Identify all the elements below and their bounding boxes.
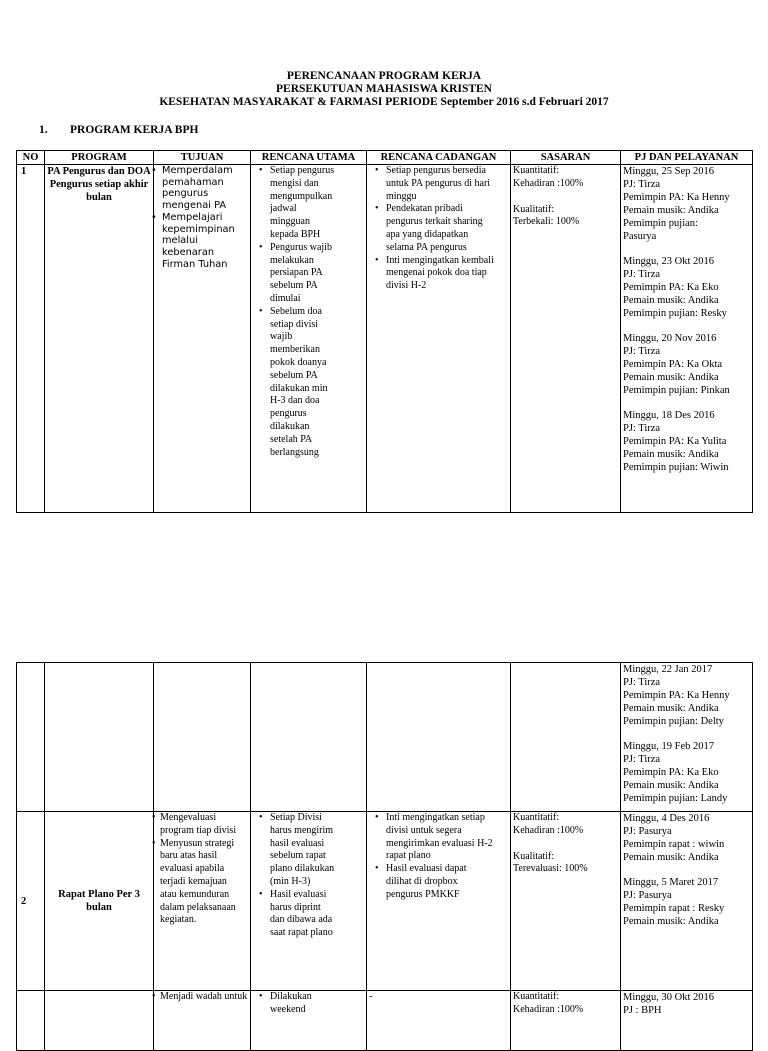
row-number: 2 <box>17 812 45 991</box>
tujuan-cell <box>154 165 251 513</box>
schedule-date: Minggu, 25 Sep 2016 <box>623 166 715 177</box>
schedule-line: Pemimpin PA: Ka Henny <box>623 690 730 701</box>
schedule-line: Pemain musik: Andika <box>623 372 719 383</box>
schedule-entry <box>623 740 750 805</box>
row-number: 1 <box>17 165 45 513</box>
rencana-cadangan-cell <box>367 165 511 513</box>
schedule-entry <box>623 876 750 928</box>
schedule-line: Pemimpin PA: Ka Henny <box>623 192 730 203</box>
schedule-date: Minggu, 22 Jan 2017 <box>623 664 713 675</box>
sasaran-value: Terevaluasi: 100% <box>513 863 588 875</box>
schedule-date: Minggu, 18 Des 2016 <box>623 410 715 421</box>
table-row <box>17 165 753 513</box>
row-number <box>17 991 45 1051</box>
schedule-line: Pemain musik: Andika <box>623 852 719 863</box>
sasaran-cell <box>511 663 621 812</box>
table-header-row <box>17 151 753 165</box>
schedule-line: Pemimpin pujian: Resky <box>623 308 727 319</box>
rencana-cadangan-cell <box>367 663 511 812</box>
schedule-line: Pemimpin pujian: Landy <box>623 793 728 804</box>
schedule-line: PJ: Tirza <box>623 423 661 434</box>
header-no: NO <box>17 151 45 165</box>
schedule-line: Pemimpin PA: Ka Eko <box>623 767 719 778</box>
sasaran-label: Kualitatif: <box>513 850 555 862</box>
sasaran-cell <box>511 165 621 513</box>
list-item: • Hasil evaluasi dapat dilihat di dropbox pengurus PMKKF <box>369 863 494 901</box>
schedule-line: PJ: Tirza <box>623 179 661 190</box>
tujuan-cell <box>154 663 251 812</box>
schedule-entry <box>623 165 750 243</box>
pj-cell <box>621 991 753 1051</box>
sasaran-value: Terbekali: 100% <box>513 216 580 228</box>
list-item: • Setiap pengurus mengisi dan mengumpulkan jadwal mingguan kepada BPH <box>253 165 336 242</box>
program-table-continued <box>16 662 753 1051</box>
pj-cell <box>621 165 753 513</box>
schedule-line: PJ: Tirza <box>623 754 661 765</box>
rencana-utama-cell <box>251 663 367 812</box>
header-pj: PJ DAN PELAYANAN <box>621 151 753 165</box>
list-item: • Hasil evaluasi harus diprint dan dibawa ada saat rapat plano <box>253 889 336 940</box>
list-item: • Dilakukan weekend <box>253 991 336 1017</box>
table-row <box>17 991 753 1051</box>
schedule-line: PJ: Tirza <box>623 269 661 280</box>
schedule-date: Minggu, 4 Des 2016 <box>623 813 710 824</box>
schedule-date: Minggu, 19 Feb 2017 <box>623 741 715 752</box>
sasaran-value: Kehadiran :100% <box>513 1003 584 1015</box>
program-name <box>45 991 154 1051</box>
schedule-line: Pemain musik: Andika <box>623 780 719 791</box>
sasaran-label: Kuantitatif: <box>513 165 560 176</box>
rencana-utama-cell <box>251 165 367 513</box>
title-line-2: PERSEKUTUAN MAHASISWA KRISTEN <box>276 83 492 95</box>
schedule-line: Pemimpin pujian: <box>623 218 698 229</box>
list-item: • Setiap pengurus bersedia untuk PA pengurus di hari minggu <box>369 165 494 203</box>
schedule-date: Minggu, 20 Nov 2016 <box>623 333 717 344</box>
table-row <box>17 812 753 991</box>
list-item: • Menjadi wadah untuk <box>150 991 248 1004</box>
schedule-line: PJ : BPH <box>623 1005 662 1016</box>
header-program: PROGRAM <box>45 151 154 165</box>
program-table <box>16 150 753 513</box>
schedule-line: Pemimpin PA: Ka Okta <box>623 359 723 370</box>
rencana-cadangan-cell: - <box>367 991 511 1051</box>
pj-cell <box>621 663 753 812</box>
header-rencana-utama: RENCANA UTAMA <box>251 151 367 165</box>
program-name: Rapat Plano Per 3 bulan <box>45 812 154 991</box>
pj-cell <box>621 812 753 991</box>
rencana-utama-cell <box>251 812 367 991</box>
list-item: • Setiap Divisi harus mengirim hasil evaluasi sebelum rapat plano dilakukan (min H-3) <box>253 812 336 889</box>
list-item: • Mengevaluasi program tiap divisi <box>150 812 246 838</box>
schedule-line: Pemain musik: Andika <box>623 295 719 306</box>
rencana-cadangan-cell <box>367 812 511 991</box>
schedule-date: Minggu, 5 Maret 2017 <box>623 877 719 888</box>
schedule-line: PJ: Tirza <box>623 677 661 688</box>
tujuan-cell <box>154 812 251 991</box>
program-name <box>45 663 154 812</box>
title-line-1: PERENCANAAN PROGRAM KERJA <box>286 70 482 82</box>
section-label: PROGRAM KERJA BPH <box>70 124 199 136</box>
schedule-line: Pemimpin PA: Ka Eko <box>623 282 719 293</box>
list-item: • Pengurus wajib melakukan persiapan PA sebelum PA dimulai <box>253 242 336 306</box>
tujuan-cell <box>154 991 251 1051</box>
header-rencana-cadangan: RENCANA CADANGAN <box>367 151 511 165</box>
schedule-date: Minggu, 23 Okt 2016 <box>623 256 715 267</box>
sasaran-label: Kuantitatif: <box>513 812 560 823</box>
schedule-line: PJ: Tirza <box>623 346 661 357</box>
sasaran-label: Kualitatif: <box>513 203 555 215</box>
sasaran-cell <box>511 812 621 991</box>
list-item: • Memperdalam pemahaman pengurus mengenai PA <box>152 165 248 212</box>
program-name: PA Pengurus dan DOA Pengurus setiap akhir bulan <box>45 165 154 513</box>
schedule-entry <box>623 255 750 320</box>
schedule-line: Pemimpin rapat : Resky <box>623 903 725 914</box>
schedule-line: Pemimpin rapat : wiwin <box>623 839 725 850</box>
schedule-line: Pasurya <box>623 231 657 242</box>
sasaran-label: Kuantitatif: <box>513 991 560 1002</box>
header-tujuan: TUJUAN <box>154 151 251 165</box>
schedule-line: PJ: Pasurya <box>623 826 672 837</box>
sasaran-cell <box>511 991 621 1051</box>
schedule-entry <box>623 812 750 864</box>
schedule-entry <box>623 663 750 728</box>
schedule-entry <box>623 332 750 397</box>
header-sasaran: SASARAN <box>511 151 621 165</box>
sasaran-value: Kehadiran :100% <box>513 824 584 836</box>
section-heading <box>39 124 198 136</box>
schedule-line: Pemimpin pujian: Delty <box>623 716 724 727</box>
list-item: • Pendekatan pribadi pengurus terkait sharing apa yang didapatkan selama PA pengurus <box>369 203 494 254</box>
row-number <box>17 663 45 812</box>
section-number: 1. <box>39 124 48 136</box>
schedule-line: PJ: Pasurya <box>623 890 672 901</box>
list-item: • Mempelajari kepemimpinan melalui kebenaran Firman Tuhan <box>152 212 248 271</box>
title-line-3: KESEHATAN MASYARAKAT & FARMASI PERIODE September 2016 s.d Februari 2017 <box>159 96 609 108</box>
schedule-line: Pemain musik: Andika <box>623 205 719 216</box>
list-item: • Sebelum doa setiap divisi wajib memberikan pokok doanya sebelum PA dilakukan min H-3 dan doa pengurus dilakukan setelah PA berlangsung <box>253 306 336 460</box>
schedule-date: Minggu, 30 Okt 2016 <box>623 992 715 1003</box>
table-row <box>17 663 753 812</box>
schedule-line: Pemain musik: Andika <box>623 449 719 460</box>
schedule-entry <box>623 409 750 474</box>
schedule-line: Pemimpin pujian: Pinkan <box>623 385 730 396</box>
document-title <box>0 70 768 109</box>
schedule-line: Pemain musik: Andika <box>623 703 719 714</box>
schedule-line: Pemimpin pujian: Wiwin <box>623 462 729 473</box>
list-item: • Inti mengingatkan kembali mengenai pokok doa tiap divisi H-2 <box>369 255 494 293</box>
schedule-line: Pemain musik: Andika <box>623 916 719 927</box>
rencana-utama-cell <box>251 991 367 1051</box>
schedule-line: Pemimpin PA: Ka Yulita <box>623 436 727 447</box>
list-item: • Inti mengingatkan setiap divisi untuk segera mengirimkan evaluasi H-2 rapat plano <box>369 812 494 863</box>
list-item: • Menyusun strategi baru atas hasil evaluasi apabila terjadi kemajuan atau kemunduran dalam pelaksanaan kegiatan. <box>150 838 246 928</box>
sasaran-value: Kehadiran :100% <box>513 177 584 189</box>
